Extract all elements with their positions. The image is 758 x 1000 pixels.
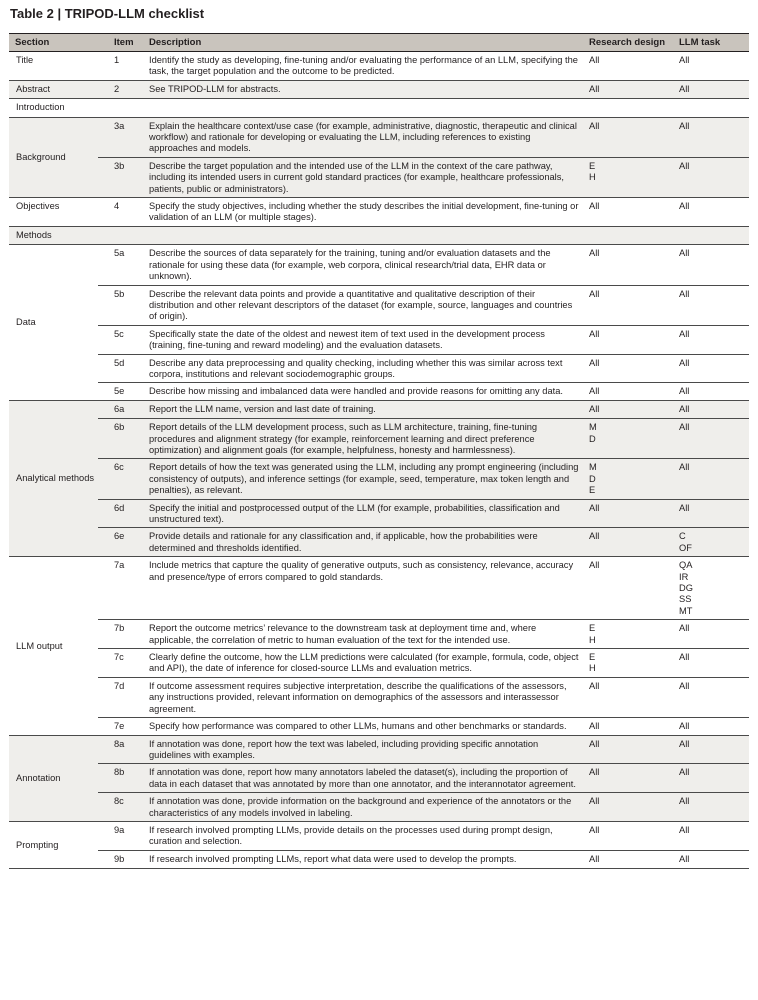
- item-description: Specify how performance was compared to other LLMs, humans and other benchmarks or standards.: [143, 718, 583, 735]
- section-title: Title: [9, 52, 98, 81]
- llm-task-cell: [673, 528, 749, 557]
- llm-task-value: All: [679, 623, 690, 634]
- item-description: Report details of the LLM development process, such as LLM architecture, training, fine-tuning procedures and alignment strategy (for example, reinforcement learning and direct preference optimization) and alignment goals (for example, helpfulness, honesty and harmlessness).: [143, 419, 583, 459]
- section-introduction: Introduction: [9, 99, 749, 117]
- research-design-cell: [583, 850, 673, 868]
- item-description: If annotation was done, report how many annotators labeled the dataset(s), including the proportion of data in each dataset that was annotated by more than one annotator, and the interannotator agreement.: [143, 764, 583, 793]
- llm-task-value: DG: [679, 583, 693, 594]
- table-row: [9, 419, 749, 459]
- research-design-value: All: [589, 824, 600, 835]
- research-design-value: D: [589, 433, 596, 444]
- table-row: [9, 821, 749, 850]
- research-design-value: All: [589, 738, 600, 749]
- item-number: 6c: [114, 462, 124, 473]
- research-design-value: All: [589, 120, 600, 131]
- item-cell: [98, 52, 143, 81]
- item-description: Describe the sources of data separately for the training, tuning and/or evaluation datasets and the rationale for using these data (for example, web corpora, clinical research/trial data, EHR data or unknown).: [143, 245, 583, 285]
- research-design-value: All: [589, 767, 600, 778]
- item-description: If annotation was done, report how the text was labeled, including providing specific annotation guidelines with examples.: [143, 735, 583, 764]
- llm-task-value: OF: [679, 542, 692, 553]
- item-number: 8c: [114, 796, 124, 807]
- header-research-design: Research design: [583, 34, 673, 52]
- llm-task-value: All: [679, 796, 690, 807]
- section-heading-row: [9, 226, 749, 244]
- llm-task-cell: [673, 557, 749, 620]
- llm-task-value: SS: [679, 594, 692, 605]
- llm-task-value: All: [679, 767, 690, 778]
- item-cell: [98, 325, 143, 354]
- research-design-value: D: [589, 473, 596, 484]
- research-design-value: H: [589, 634, 596, 645]
- research-design-cell: [583, 793, 673, 822]
- research-design-value: All: [589, 796, 600, 807]
- item-number: 8a: [114, 738, 125, 749]
- llm-task-cell: [673, 285, 749, 325]
- research-design-value: All: [589, 531, 600, 542]
- item-number: 5b: [114, 288, 125, 299]
- research-design-cell: [583, 528, 673, 557]
- item-cell: [98, 245, 143, 285]
- item-cell: [98, 419, 143, 459]
- research-design-value: M: [589, 422, 597, 433]
- table-row: [9, 557, 749, 620]
- section-prompting: Prompting: [9, 821, 98, 868]
- llm-task-cell: [673, 499, 749, 528]
- table-row: [9, 80, 749, 98]
- item-description: Include metrics that capture the quality of generative outputs, such as consistency, relevance, accuracy and presence/type of errors compared to gold standards.: [143, 557, 583, 620]
- research-design-value: All: [589, 853, 600, 864]
- llm-task-cell: [673, 459, 749, 499]
- llm-task-value: All: [679, 680, 690, 691]
- llm-task-cell: [673, 649, 749, 678]
- table-row: [9, 52, 749, 81]
- table-row: [9, 325, 749, 354]
- table-row: [9, 198, 749, 227]
- header-llm-task: LLM task: [673, 34, 749, 52]
- llm-task-value: All: [679, 201, 690, 212]
- research-design-value: All: [589, 248, 600, 259]
- item-number: 7c: [114, 652, 124, 663]
- item-number: 7e: [114, 721, 125, 732]
- item-cell: [98, 677, 143, 717]
- research-design-cell: [583, 419, 673, 459]
- table-row: [9, 459, 749, 499]
- research-design-cell: [583, 52, 673, 81]
- item-cell: [98, 557, 143, 620]
- item-cell: [98, 793, 143, 822]
- research-design-value: E: [589, 652, 596, 663]
- item-description: Report the outcome metrics’ relevance to the downstream task at deployment time and, where applicable, the correlation of metric to human evaluation of the text for the intended use.: [143, 620, 583, 649]
- item-cell: [98, 459, 143, 499]
- section-llm-output: LLM output: [9, 557, 98, 735]
- table-row: [9, 718, 749, 735]
- research-design-cell: [583, 677, 673, 717]
- item-description: Describe the target population and the intended use of the LLM in the context of the care pathway, including its intended users in current gold standard practices (for example, healthcare professionals, patients, public or administrators).: [143, 157, 583, 197]
- item-number: 3a: [114, 120, 125, 131]
- llm-task-cell: [673, 383, 749, 400]
- item-number: 5a: [114, 248, 125, 259]
- item-cell: [98, 285, 143, 325]
- item-description: Specify the study objectives, including whether the study describes the initial development, fine-tuning or validation of an LLM (or multiple stages).: [143, 198, 583, 227]
- item-description: See TRIPOD-LLM for abstracts.: [143, 80, 583, 98]
- table-row: [9, 245, 749, 285]
- item-cell: [98, 383, 143, 400]
- llm-task-cell: [673, 718, 749, 735]
- item-number: 9a: [114, 824, 125, 835]
- research-design-value: All: [589, 55, 600, 65]
- llm-task-cell: [673, 157, 749, 197]
- item-description: Describe how missing and imbalanced data were handled and provide reasons for omitting any data.: [143, 383, 583, 400]
- item-number: 5c: [114, 328, 124, 339]
- item-number: 6d: [114, 502, 125, 513]
- section-abstract: Abstract: [9, 80, 98, 98]
- item-cell: [98, 764, 143, 793]
- llm-task-cell: [673, 821, 749, 850]
- research-design-cell: [583, 117, 673, 157]
- llm-task-value: IR: [679, 571, 689, 582]
- table-title: Table 2 | TRIPOD-LLM checklist: [10, 6, 205, 21]
- item-description: Describe the relevant data points and provide a quantitative and qualitative description of their distribution and other relevant descriptors of the dataset (for example, source, languages and countries of origin).: [143, 285, 583, 325]
- research-design-cell: [583, 198, 673, 227]
- llm-task-cell: [673, 764, 749, 793]
- item-cell: [98, 821, 143, 850]
- item-number: 3b: [114, 160, 125, 171]
- table-row: [9, 735, 749, 764]
- research-design-cell: [583, 764, 673, 793]
- table-row: [9, 850, 749, 868]
- item-description: Explain the healthcare context/use case (for example, administrative, diagnostic, therapeutic and clinical workflow) and rationale for developing or evaluating the LLM, including references to existing approaches and models.: [143, 117, 583, 157]
- header-item: [98, 34, 143, 52]
- item-description: If outcome assessment requires subjective interpretation, describe the qualifications of the assessors, any instructions provided, relevant information on demographics of the assessors and interassessor agreement.: [143, 677, 583, 717]
- section-background: Background: [9, 117, 98, 197]
- item-number: 6a: [114, 403, 125, 414]
- table-row: [9, 649, 749, 678]
- section-analytical-methods: Analytical methods: [9, 400, 98, 556]
- table-row: [9, 677, 749, 717]
- llm-task-cell: [673, 735, 749, 764]
- llm-task-value: All: [679, 422, 690, 433]
- research-design-value: M: [589, 462, 597, 473]
- header-row: [9, 34, 749, 52]
- research-design-value: E: [589, 160, 596, 171]
- table-row: [9, 117, 749, 157]
- llm-task-value: All: [679, 83, 690, 94]
- research-design-value: All: [589, 560, 600, 571]
- item-cell: [98, 198, 143, 227]
- research-design-cell: [583, 821, 673, 850]
- item-cell: [98, 354, 143, 383]
- research-design-value: E: [589, 485, 596, 496]
- llm-task-cell: [673, 850, 749, 868]
- item-cell: [98, 80, 143, 98]
- item-number: 1: [114, 55, 120, 65]
- llm-task-value: All: [679, 386, 690, 397]
- llm-task-cell: [673, 52, 749, 81]
- header-description: Description: [143, 34, 583, 52]
- llm-task-value: C: [679, 531, 686, 542]
- item-cell: [98, 157, 143, 197]
- table-row: [9, 764, 749, 793]
- research-design-cell: [583, 649, 673, 678]
- item-number: 2: [114, 83, 120, 94]
- llm-task-value: All: [679, 721, 690, 732]
- llm-task-value: All: [679, 160, 690, 171]
- research-design-cell: [583, 285, 673, 325]
- research-design-value: All: [589, 502, 600, 513]
- item-number: 9b: [114, 853, 125, 864]
- research-design-cell: [583, 80, 673, 98]
- research-design-value: All: [589, 680, 600, 691]
- llm-task-value: All: [679, 502, 690, 513]
- item-number: 6b: [114, 422, 125, 433]
- research-design-cell: [583, 557, 673, 620]
- item-cell: [98, 649, 143, 678]
- llm-task-cell: [673, 793, 749, 822]
- table-row: [9, 620, 749, 649]
- research-design-value: H: [589, 663, 596, 674]
- llm-task-value: All: [679, 328, 690, 339]
- llm-task-value: All: [679, 824, 690, 835]
- item-number: 5d: [114, 357, 125, 368]
- research-design-cell: [583, 620, 673, 649]
- llm-task-cell: [673, 198, 749, 227]
- item-description: If annotation was done, provide information on the background and experience of the annotators or the characteristics of any models involved in labeling.: [143, 793, 583, 822]
- research-design-value: All: [589, 328, 600, 339]
- research-design-value: H: [589, 172, 596, 183]
- research-design-value: All: [589, 83, 600, 94]
- header-item-label: Item: [114, 36, 134, 48]
- research-design-cell: [583, 383, 673, 400]
- llm-task-cell: [673, 677, 749, 717]
- research-design-cell: [583, 499, 673, 528]
- research-design-cell: [583, 245, 673, 285]
- research-design-cell: [583, 325, 673, 354]
- llm-task-value: All: [679, 120, 690, 131]
- llm-task-value: All: [679, 462, 690, 473]
- item-description: Identify the study as developing, fine-tuning and/or evaluating the performance of an LLM, specifying the task, the target population and the outcome to be predicted.: [143, 52, 583, 81]
- llm-task-cell: [673, 245, 749, 285]
- llm-task-cell: [673, 354, 749, 383]
- llm-task-cell: [673, 325, 749, 354]
- table-row: [9, 793, 749, 822]
- table-row: [9, 383, 749, 400]
- section-data: Data: [9, 245, 98, 400]
- llm-task-value: All: [679, 55, 690, 65]
- item-description: Report the LLM name, version and last date of training.: [143, 400, 583, 418]
- item-description: Describe any data preprocessing and quality checking, including whether this was similar across text corpora, institutions and relevant sociodemographic groups.: [143, 354, 583, 383]
- item-cell: [98, 400, 143, 418]
- llm-task-cell: [673, 419, 749, 459]
- section-objectives: Objectives: [9, 198, 98, 227]
- llm-task-cell: [673, 400, 749, 418]
- item-description: If research involved prompting LLMs, provide details on the processes used during prompt design, curation and selection.: [143, 821, 583, 850]
- item-cell: [98, 735, 143, 764]
- llm-task-value: All: [679, 738, 690, 749]
- item-number: 7d: [114, 680, 125, 691]
- item-description: Report details of how the text was generated using the LLM, including any prompt engineering (including consistency of outputs), and inference settings (for example, seed, temperature, max token length and penalties), as relevant.: [143, 459, 583, 499]
- item-description: Clearly define the outcome, how the LLM predictions were calculated (for example, formula, code, object and API), the date of inference for closed-source LLMs and evaluation metrics.: [143, 649, 583, 678]
- research-design-cell: [583, 718, 673, 735]
- item-number: 7a: [114, 560, 125, 571]
- llm-task-value: MT: [679, 605, 693, 616]
- tripod-llm-checklist-table: [9, 33, 749, 869]
- llm-task-value: All: [679, 288, 690, 299]
- item-number: 6e: [114, 531, 125, 542]
- research-design-cell: [583, 400, 673, 418]
- research-design-value: E: [589, 623, 596, 634]
- item-cell: [98, 620, 143, 649]
- table-row: [9, 157, 749, 197]
- item-number: 7b: [114, 623, 125, 634]
- item-cell: [98, 499, 143, 528]
- item-cell: [98, 850, 143, 868]
- research-design-value: All: [589, 201, 600, 212]
- item-number: 8b: [114, 767, 125, 778]
- item-cell: [98, 117, 143, 157]
- llm-task-cell: [673, 80, 749, 98]
- header-section: Section: [9, 34, 98, 52]
- item-description: If research involved prompting LLMs, report what data were used to develop the prompts.: [143, 850, 583, 868]
- item-cell: [98, 718, 143, 735]
- research-design-cell: [583, 459, 673, 499]
- section-heading-row: [9, 99, 749, 117]
- llm-task-cell: [673, 620, 749, 649]
- section-methods: Methods: [9, 226, 749, 244]
- llm-task-value: All: [679, 357, 690, 368]
- item-number: 5e: [114, 386, 125, 397]
- item-description: Specifically state the date of the oldest and newest item of text used in the development process (training, fine-tuning and reward modeling) and the evaluation datasets.: [143, 325, 583, 354]
- llm-task-value: QA: [679, 560, 693, 571]
- item-description: Specify the initial and postprocessed output of the LLM (for example, probabilities, classification and unstructured text).: [143, 499, 583, 528]
- item-number: 4: [114, 201, 120, 212]
- table-row: [9, 528, 749, 557]
- llm-task-value: All: [679, 248, 690, 259]
- table-row: [9, 285, 749, 325]
- research-design-cell: [583, 157, 673, 197]
- table-row: [9, 400, 749, 418]
- item-description: Provide details and rationale for any classification and, if applicable, how the probabilities were determined and thresholds identified.: [143, 528, 583, 557]
- research-design-value: All: [589, 721, 600, 732]
- llm-task-cell: [673, 117, 749, 157]
- table-row: [9, 499, 749, 528]
- research-design-value: All: [589, 386, 600, 397]
- research-design-cell: [583, 735, 673, 764]
- research-design-value: All: [589, 403, 600, 414]
- llm-task-value: All: [679, 403, 690, 414]
- research-design-value: All: [589, 357, 600, 368]
- research-design-value: All: [589, 288, 600, 299]
- research-design-cell: [583, 354, 673, 383]
- llm-task-value: All: [679, 652, 690, 663]
- llm-task-value: All: [679, 853, 690, 864]
- item-cell: [98, 528, 143, 557]
- table-row: [9, 354, 749, 383]
- section-annotation: Annotation: [9, 735, 98, 821]
